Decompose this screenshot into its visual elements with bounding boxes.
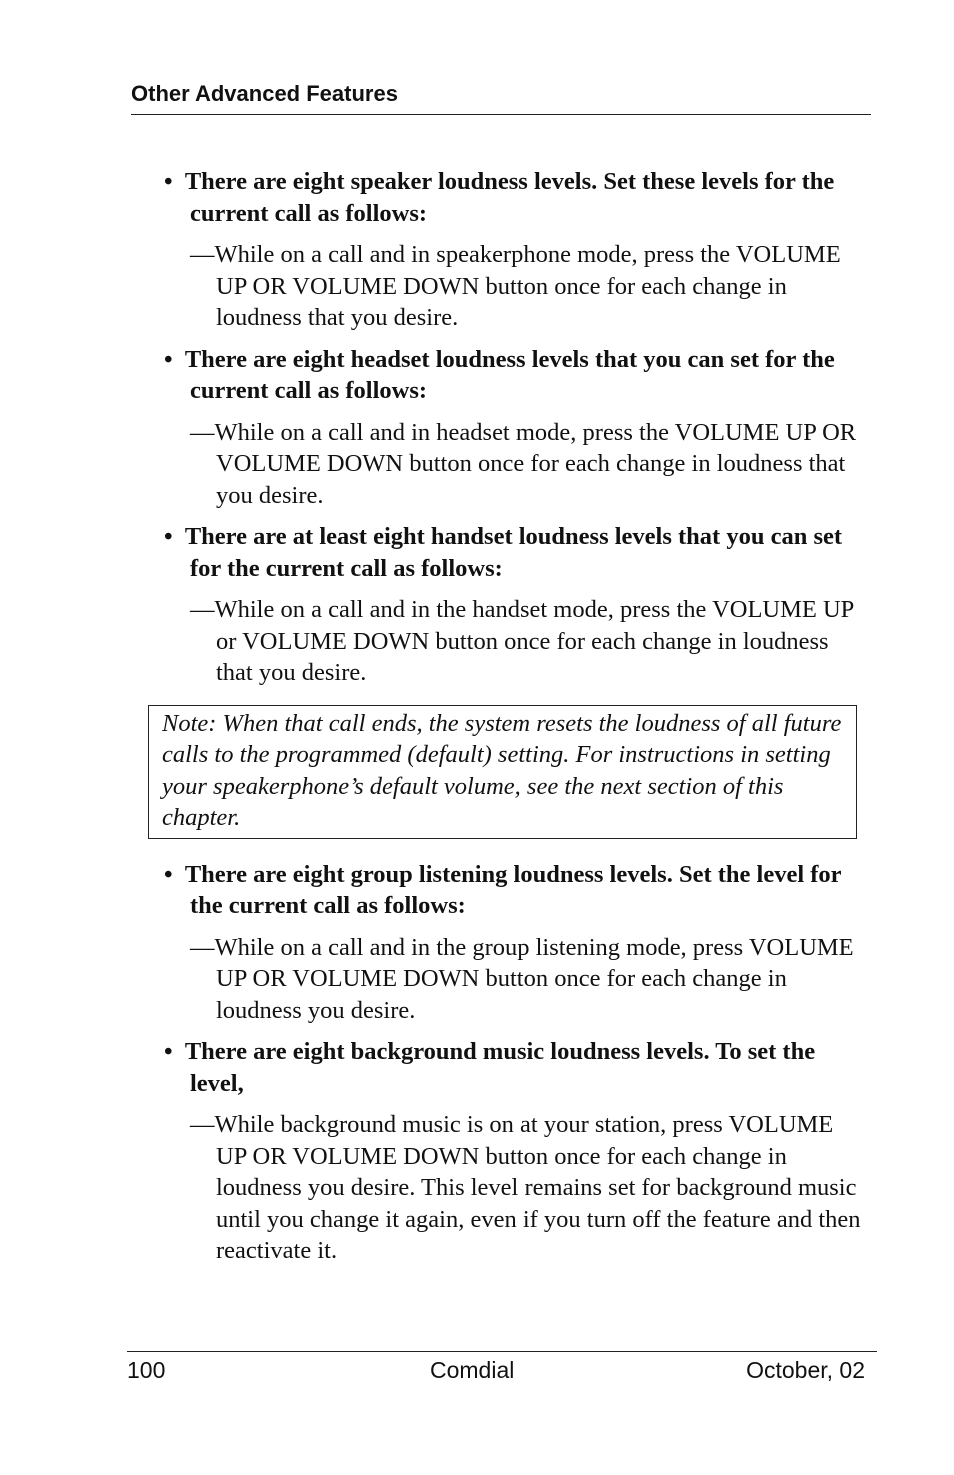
list-item: [148, 166, 868, 334]
bullet-heading: • There are eight speaker loudness levels. Set these levels for the current call as follows:: [164, 168, 835, 227]
list-item: [148, 859, 868, 1027]
company-name: Comdial: [430, 1357, 515, 1383]
page-content: [148, 166, 868, 1277]
page-number: 100: [127, 1357, 166, 1383]
instruction-text: —While on a call and in speakerphone mode, press the VOLUME UP OR VOLUME DOWN button once for each change in loudness that you desire.: [190, 241, 841, 331]
instruction-text: —While on a call and in the handset mode, press the VOLUME UP or VOLUME DOWN button once for each change in loudness that you desire.: [190, 596, 854, 686]
running-footer: [127, 1351, 877, 1383]
bullet-heading: • There are eight headset loudness levels that you can set for the current call as follows:: [164, 345, 835, 404]
bullet-heading: • There are eight background music loudness levels. To set the level,: [164, 1038, 816, 1097]
bullet-heading: • There are at least eight handset loudness levels that you can set for the current call as follows:: [164, 523, 843, 582]
instruction-text: —While background music is on at your station, press VOLUME UP OR VOLUME DOWN button once for each change in loudness you desire. This level remains set for background music until you change it again, even if you turn off the feature and then reactivate it.: [190, 1111, 861, 1264]
note-box: Note: When that call ends, the system resets the loudness of all future calls to the programmed (default) setting. For instructions in setting your speakerphone’s default volume, see the next section of this chapter.: [148, 705, 857, 839]
list-item: [148, 1036, 868, 1267]
running-header: [131, 80, 871, 115]
bullet-heading: • There are eight group listening loudness levels. Set the level for the current call as follows:: [164, 860, 842, 919]
list-item: [148, 521, 868, 689]
section-title: Other Advanced Features: [131, 81, 398, 106]
publication-date: October, 02: [746, 1357, 865, 1383]
instruction-text: —While on a call and in the group listening mode, press VOLUME UP OR VOLUME DOWN button once for each change in loudness you desire.: [190, 933, 854, 1024]
instruction-text: —While on a call and in headset mode, press the VOLUME UP OR VOLUME DOWN button once for each change in loudness that you desire.: [190, 418, 857, 509]
list-item: [148, 344, 868, 512]
